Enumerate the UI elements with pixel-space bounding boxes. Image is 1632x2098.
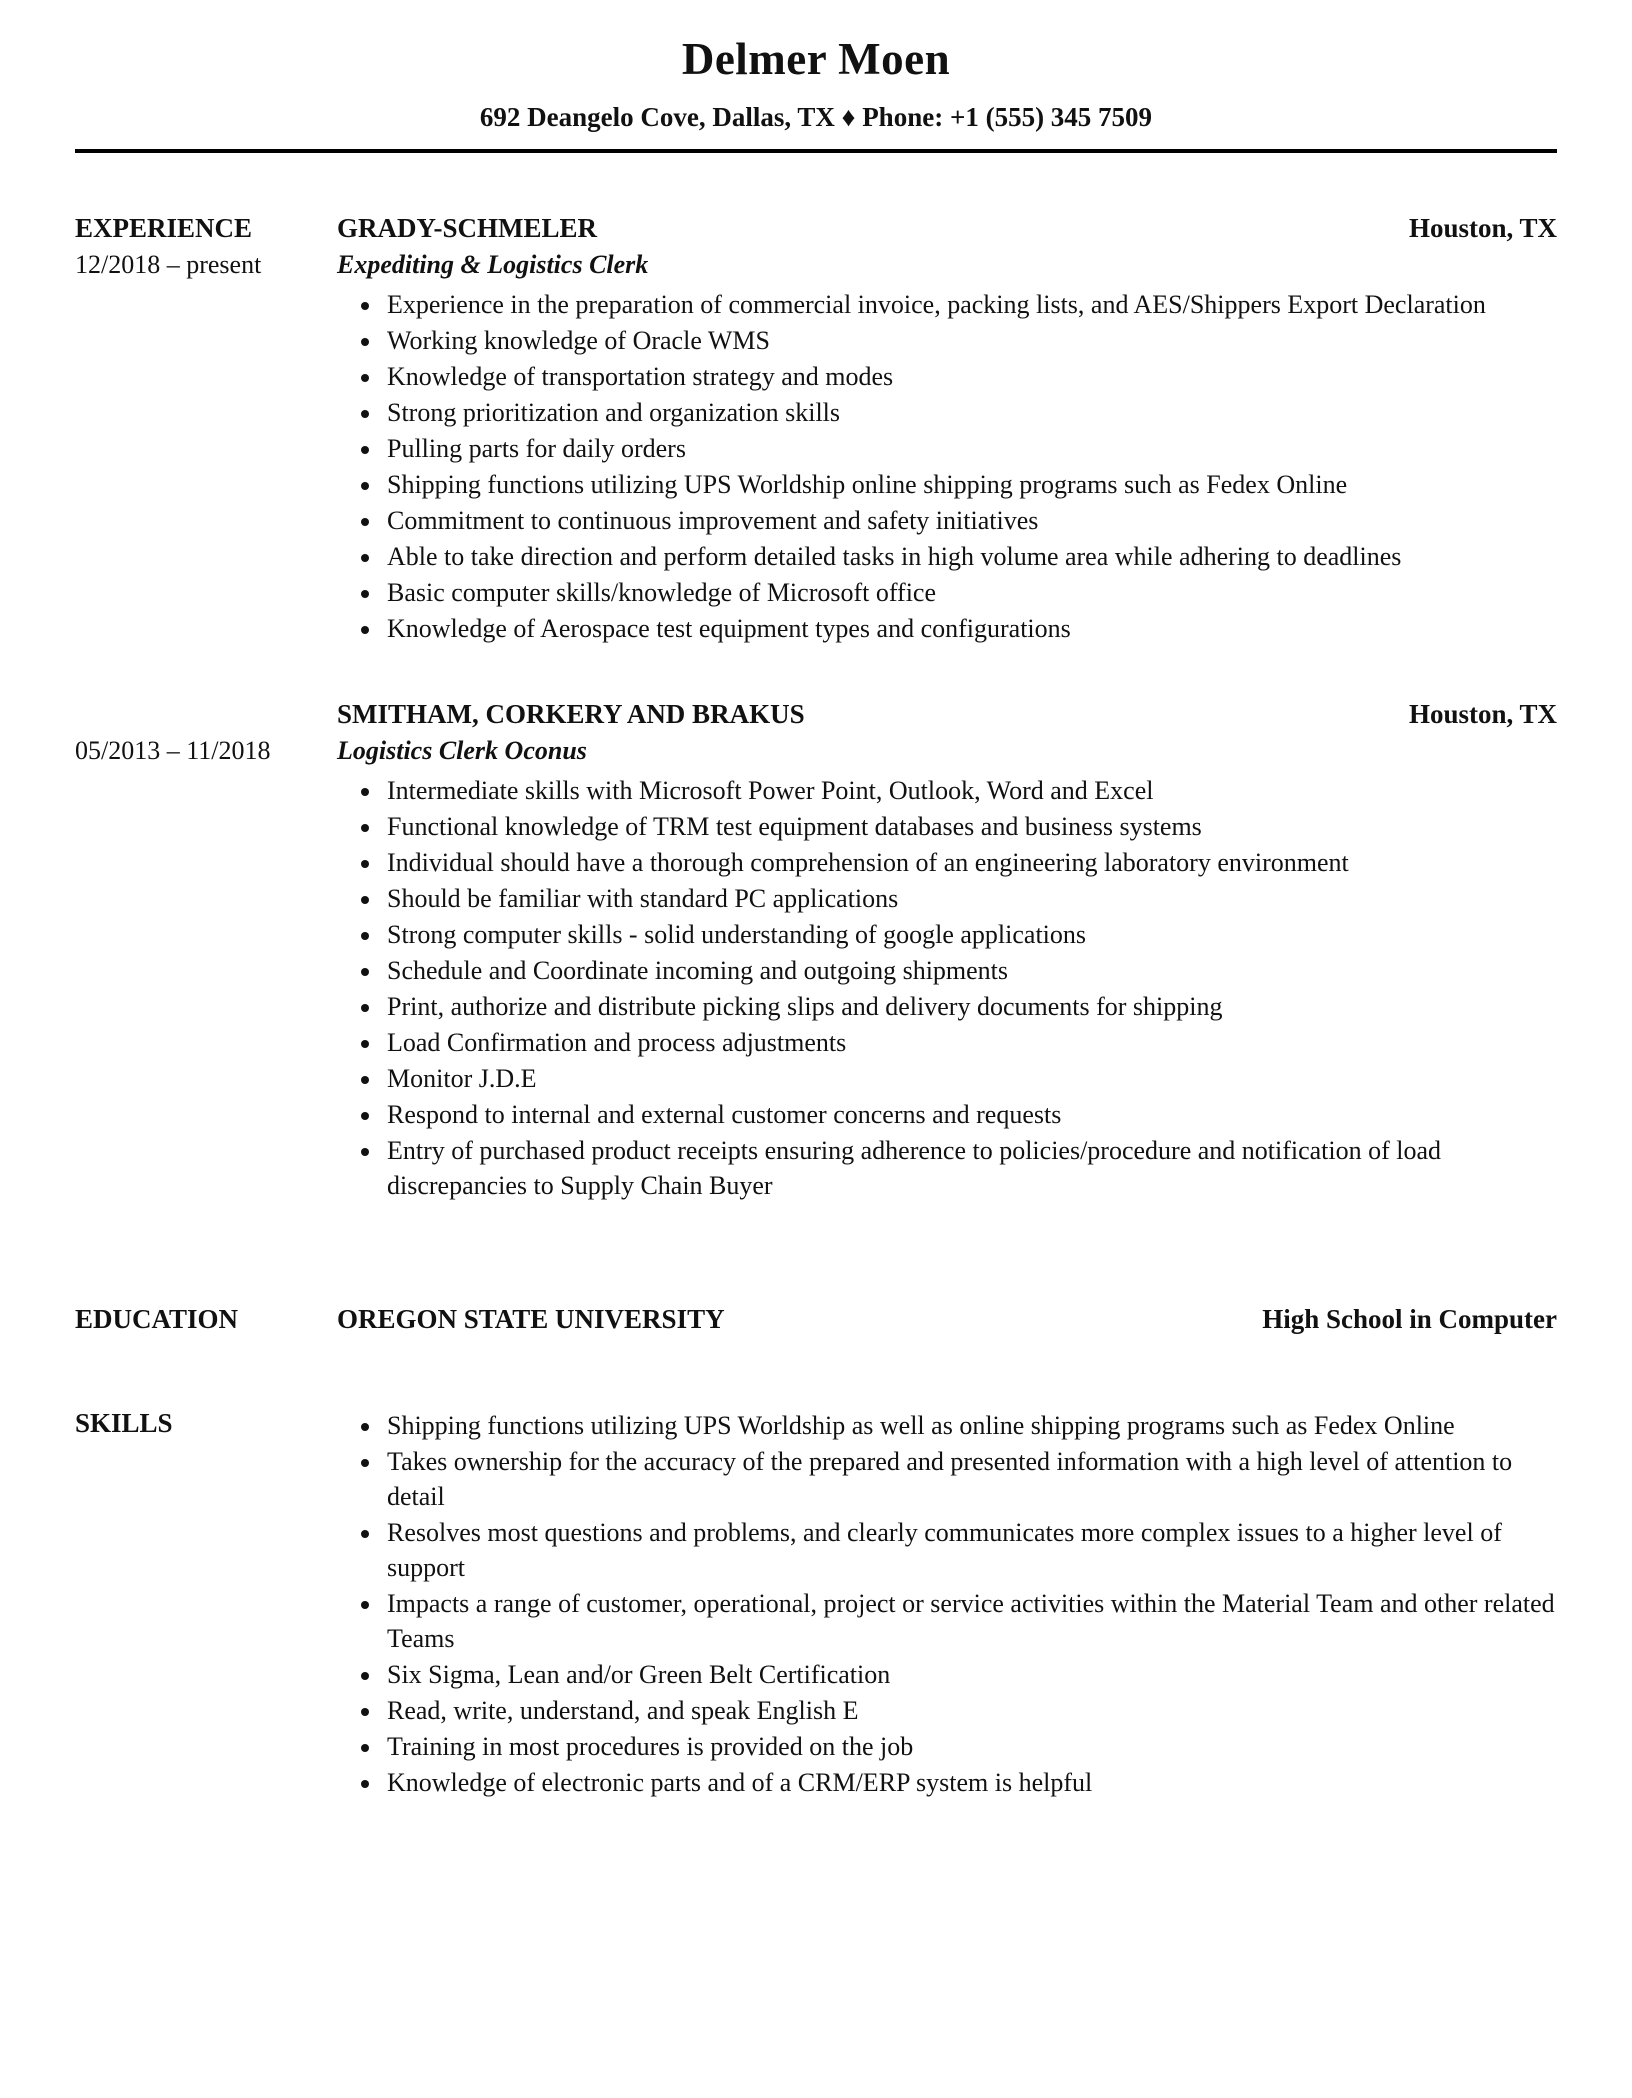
- job2-block: [337, 695, 1557, 1204]
- bullet-item: • Knowledge of transportation strategy and modes: [383, 359, 1557, 394]
- experience-section-label: EXPERIENCE: [75, 212, 253, 243]
- job1-header: [337, 209, 1557, 247]
- bullet-item: • Working knowledge of Oracle WMS: [383, 323, 1557, 358]
- education-section-label: EDUCATION: [75, 1303, 239, 1334]
- skills-block: [337, 1404, 1557, 1801]
- bullet-item: • Knowledge of Aerospace test equipment types and configurations: [383, 611, 1557, 646]
- bullet-item: • Basic computer skills/knowledge of Microsoft office: [383, 575, 1557, 610]
- experience-job1-row: [75, 209, 1557, 647]
- bullet-item: • Strong computer skills - solid understanding of google applications: [383, 917, 1557, 952]
- bullet-item: • Takes ownership for the accuracy of the prepared and presented information with a high level of attention to detail: [383, 1444, 1557, 1514]
- bullet-item: • Should be familiar with standard PC applications: [383, 881, 1557, 916]
- job1-block: [337, 209, 1557, 647]
- bullet-item: • Monitor J.D.E: [383, 1061, 1557, 1096]
- education-left-column: [75, 1300, 337, 1338]
- job2-company: SMITHAM, CORKERY AND BRAKUS: [337, 698, 805, 729]
- bullet-item: • Six Sigma, Lean and/or Green Belt Certification: [383, 1657, 1557, 1692]
- bullet-item: • Shipping functions utilizing UPS Worldship online shipping programs such as Fedex Online: [383, 467, 1557, 502]
- bullet-item: • Resolves most questions and problems, and clearly communicates more complex issues to a higher level of support: [383, 1515, 1557, 1585]
- education-degree: High School in Computer: [1262, 1303, 1557, 1334]
- bullet-item: • Commitment to continuous improvement and safety initiatives: [383, 503, 1557, 538]
- job1-bullet-list: [337, 287, 1557, 646]
- job2-left-column: [75, 695, 337, 769]
- bullet-item: • Experience in the preparation of commercial invoice, packing lists, and AES/Shippers Export Declaration: [383, 287, 1557, 322]
- job1-location: Houston, TX: [1408, 212, 1557, 243]
- candidate-name: Delmer Moen: [681, 34, 951, 84]
- skills-section-label: SKILLS: [75, 1407, 173, 1438]
- header-divider: [75, 149, 1557, 153]
- education-school: OREGON STATE UNIVERSITY: [337, 1303, 725, 1334]
- bullet-item: • Knowledge of electronic parts and of a CRM/ERP system is helpful: [383, 1765, 1557, 1800]
- bullet-item: • Individual should have a thorough comprehension of an engineering laboratory environment: [383, 845, 1557, 880]
- bullet-item: • Strong prioritization and organization skills: [383, 395, 1557, 430]
- education-block: [337, 1300, 1557, 1338]
- bullet-item: • Shipping functions utilizing UPS Worldship as well as online shipping programs such as Fedex Online: [383, 1408, 1557, 1443]
- bullet-item: • Load Confirmation and process adjustments: [383, 1025, 1557, 1060]
- bullet-item: • Functional knowledge of TRM test equipment databases and business systems: [383, 809, 1557, 844]
- education-row: [75, 1300, 1557, 1338]
- experience-job2-row: [75, 695, 1557, 1204]
- skills-row: [75, 1404, 1557, 1801]
- bullet-item: • Print, authorize and distribute picking slips and delivery documents for shipping: [383, 989, 1557, 1024]
- bullet-item: • Training in most procedures is provided on the job: [383, 1729, 1557, 1764]
- bullet-item: • Intermediate skills with Microsoft Power Point, Outlook, Word and Excel: [383, 773, 1557, 808]
- job1-dates: 12/2018 – present: [75, 249, 262, 279]
- contact-line: 692 Deangelo Cove, Dallas, TX ♦ Phone: +1 (555) 345 7509: [479, 101, 1153, 132]
- bullet-item: • Respond to internal and external customer concerns and requests: [383, 1097, 1557, 1132]
- bullet-item: • Read, write, understand, and speak English E: [383, 1693, 1557, 1728]
- skills-bullet-list: [337, 1408, 1557, 1800]
- bullet-item: • Pulling parts for daily orders: [383, 431, 1557, 466]
- job2-bullet-list: [337, 773, 1557, 1203]
- bullet-item: • Entry of purchased product receipts ensuring adherence to policies/procedure and notification of load discrepancies to Supply Chain Buyer: [383, 1133, 1557, 1203]
- job2-location: Houston, TX: [1408, 698, 1557, 729]
- bullet-item: • Schedule and Coordinate incoming and outgoing shipments: [383, 953, 1557, 988]
- job1-company: GRADY-SCHMELER: [337, 212, 598, 243]
- job1-title: Expediting & Logistics Clerk: [337, 249, 649, 279]
- job2-header: [337, 695, 1557, 733]
- bullet-item: • Impacts a range of customer, operational, project or service activities within the Material Team and other related Teams: [383, 1586, 1557, 1656]
- resume-header: [75, 34, 1557, 153]
- skills-left-column: [75, 1404, 337, 1442]
- experience-left-column: [75, 209, 337, 283]
- job2-dates: 05/2013 – 11/2018: [75, 735, 271, 765]
- job2-title: Logistics Clerk Oconus: [337, 735, 587, 765]
- bullet-item: • Able to take direction and perform detailed tasks in high volume area while adhering to deadlines: [383, 539, 1557, 574]
